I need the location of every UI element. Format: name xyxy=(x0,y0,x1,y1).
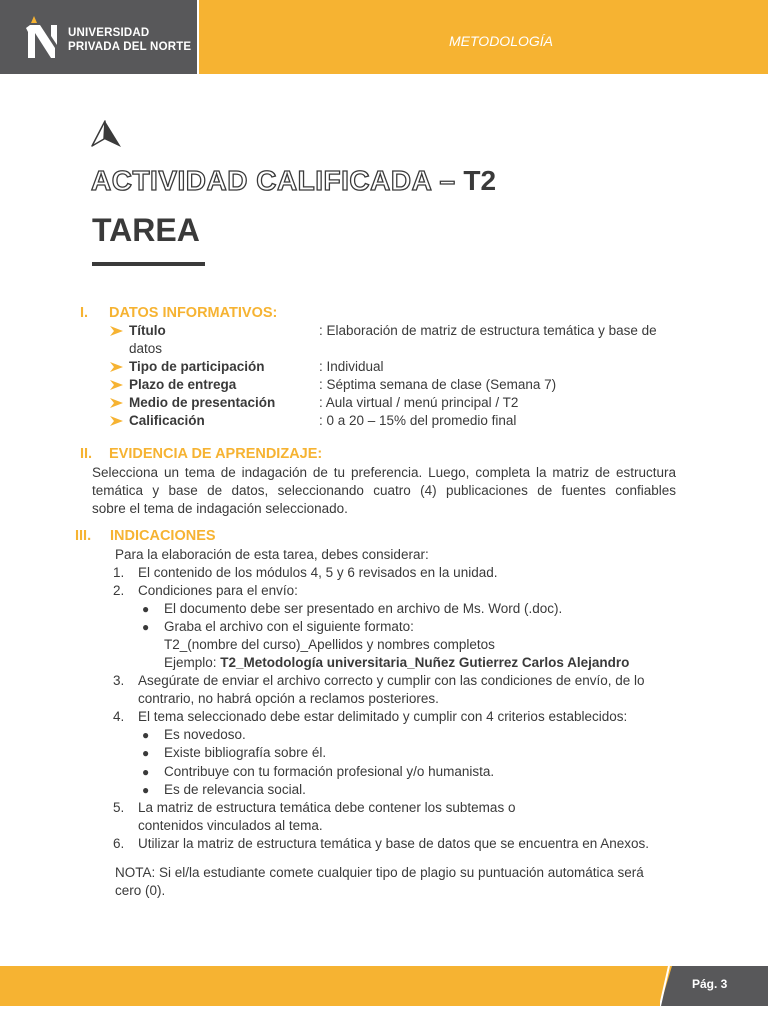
list-number: 2. xyxy=(113,583,125,598)
example-label: Ejemplo: xyxy=(164,655,221,670)
sub-list-item: Es de relevancia social. xyxy=(164,782,306,797)
example-value: T2_Metodología universitaria_Nuñez Gutierrez Carlos Alejandro xyxy=(220,655,630,670)
evidencia-line-2: temática y base de datos, seleccionando cuatro (4) publicaciones de fuentes confiables xyxy=(92,483,676,498)
list-item: La matriz de estructura temática debe contener los subtemas o xyxy=(138,800,516,815)
list-item: El contenido de los módulos 4, 5 y 6 revisados en la unidad. xyxy=(138,565,498,580)
course-title: METODOLOGÍA xyxy=(449,33,553,49)
arrow-logo-icon xyxy=(91,120,123,150)
list-number: 4. xyxy=(113,709,125,724)
page-header xyxy=(0,0,768,74)
section-indicaciones-heading xyxy=(75,528,216,544)
document-title xyxy=(91,165,496,197)
list-item: Asegúrate de enviar el archivo correcto y cumplir con las condiciones de envío, de lo xyxy=(138,673,645,688)
info-label: Tipo de participación xyxy=(129,359,265,374)
info-value: : 0 a 20 – 15% del promedio final xyxy=(319,413,517,428)
title-code: T2 xyxy=(455,165,497,196)
sub-list-item: Contribuye con tu formación profesional y/o humanista. xyxy=(164,764,495,779)
bullet-icon: ● xyxy=(142,783,150,797)
note-line-2: cero (0). xyxy=(115,883,166,898)
arrow-bullet-icon xyxy=(110,416,123,426)
format-line: T2_(nombre del curso)_Apellidos y nombres completos xyxy=(164,637,495,652)
university-name-line1: UNIVERSIDAD xyxy=(68,27,150,39)
indicaciones-intro: Para la elaboración de esta tarea, debes considerar: xyxy=(115,547,429,562)
bullet-icon: ● xyxy=(142,602,150,616)
info-label: Medio de presentación xyxy=(129,395,276,410)
arrow-bullet-icon xyxy=(110,398,123,408)
list-item-continuation: contrario, no habrá opción a reclamos posteriores. xyxy=(138,691,439,706)
section-number: II. xyxy=(80,446,93,462)
info-row-titulo xyxy=(110,322,680,340)
section-title: EVIDENCIA DE APRENDIZAJE: xyxy=(109,446,323,462)
info-row-tipo xyxy=(110,358,680,376)
sub-list-item: Existe bibliografía sobre él. xyxy=(164,745,327,760)
list-item: El tema seleccionado debe estar delimitado y cumplir con 4 criterios establecidos: xyxy=(138,709,628,724)
page-number-box xyxy=(672,966,768,1006)
bullet-icon: ● xyxy=(142,765,150,779)
university-name xyxy=(68,26,191,54)
list-item-continuation: contenidos vinculados al tema. xyxy=(138,818,323,833)
example-line xyxy=(164,654,629,672)
list-number: 3. xyxy=(113,673,125,688)
info-value-continuation: datos xyxy=(129,341,163,356)
sub-list-item: El documento debe ser presentado en archivo de Ms. Word (.doc). xyxy=(164,601,563,616)
university-logo xyxy=(0,0,197,74)
list-item: Utilizar la matriz de estructura temática y base de datos que se encuentra en Anexos. xyxy=(138,836,650,851)
sub-list-item: Es novedoso. xyxy=(164,727,246,742)
list-number: 1. xyxy=(113,565,125,580)
info-label: Calificación xyxy=(129,413,205,428)
arrow-bullet-icon xyxy=(110,362,123,372)
info-row-plazo xyxy=(110,376,680,394)
list-number: 5. xyxy=(113,800,125,815)
title-underline xyxy=(92,262,205,266)
info-row-calificacion xyxy=(110,412,680,430)
section-evidencia-heading xyxy=(80,446,323,462)
note-line-1: NOTA: Si el/la estudiante comete cualquier tipo de plagio su puntuación automática será xyxy=(115,865,644,880)
page-number: Pág. 3 xyxy=(692,977,728,991)
bullet-icon: ● xyxy=(142,746,150,760)
info-row-medio xyxy=(110,394,680,412)
info-value: : Individual xyxy=(319,359,384,374)
info-value: : Aula virtual / menú principal / T2 xyxy=(319,395,519,410)
info-label: Plazo de entrega xyxy=(129,377,237,392)
upn-n-logo-icon xyxy=(24,14,64,60)
bullet-icon: ● xyxy=(142,620,150,634)
evidencia-line-1: Selecciona un tema de indagación de tu preferencia. Luego, completa la matriz de estructura xyxy=(92,465,676,480)
section-title: DATOS INFORMATIVOS: xyxy=(109,305,278,321)
document-subtitle: TAREA xyxy=(92,212,200,248)
arrow-bullet-icon xyxy=(110,380,123,390)
bullet-icon: ● xyxy=(142,728,150,742)
title-outline-text: ACTIVIDAD CALIFICADA – xyxy=(91,165,456,196)
evidencia-line-3: sobre el tema de indagación seleccionado. xyxy=(92,501,348,516)
section-datos-heading xyxy=(80,305,278,321)
footer-bar xyxy=(0,966,768,1006)
arrow-bullet-icon xyxy=(110,326,123,336)
university-name-line2: PRIVADA DEL NORTE xyxy=(68,41,192,53)
info-value: : Elaboración de matriz de estructura temática y base de xyxy=(319,323,657,338)
info-value: : Séptima semana de clase (Semana 7) xyxy=(319,377,557,392)
list-item: Condiciones para el envío: xyxy=(138,583,298,598)
section-number: III. xyxy=(75,528,92,544)
sub-list-item: Graba el archivo con el siguiente formato: xyxy=(164,619,414,634)
section-number: I. xyxy=(80,305,89,321)
section-title: INDICACIONES xyxy=(110,528,216,544)
list-number: 6. xyxy=(113,836,125,851)
info-label: Título xyxy=(129,323,166,338)
